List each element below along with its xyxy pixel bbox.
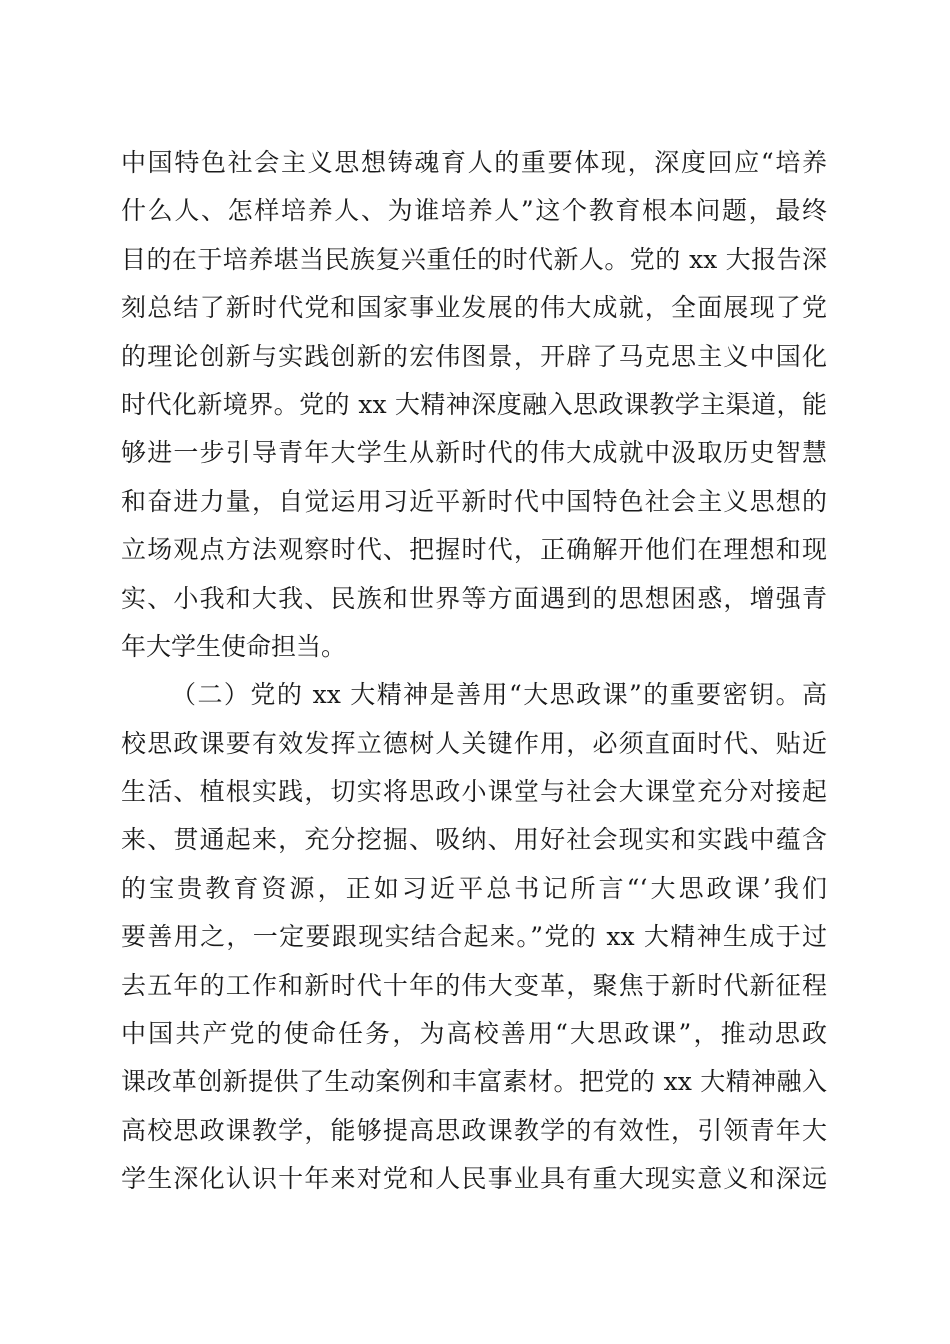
text-line: 年大学生使命担当。 <box>121 631 347 661</box>
text-line: 的理论创新与实践创新的宏伟图景，开辟了马克思主义中国化 <box>121 341 827 371</box>
text-line: 实、小我和大我、民族和世界等方面遇到的思想困惑，增强青 <box>121 583 827 613</box>
paragraph-1 <box>121 139 827 671</box>
text-line: 中国共产党的使命任务，为高校善用“大思政课”，推动思政 <box>121 1019 827 1049</box>
text-line: 去五年的工作和新时代十年的伟大变革，聚焦于新时代新征程 <box>121 970 827 1000</box>
text-line: 够进一步引导青年大学生从新时代的伟大成就中汲取历史智慧 <box>121 438 827 468</box>
text-line: 来、贯通起来，充分挖掘、吸纳、用好社会现实和实践中蕴含 <box>121 825 827 855</box>
text-line: 什么人、怎样培养人、为谁培养人”这个教育根本问题，最终 <box>121 196 827 226</box>
text-line: 中国特色社会主义思想铸魂育人的重要体现，深度回应“培养 <box>121 148 827 177</box>
text-line: 校思政课要有效发挥立德树人关键作用，必须直面时代、贴近 <box>121 728 827 758</box>
text-line: 的宝贵教育资源，正如习近平总书记所言“‘大思政课’我们 <box>121 873 827 903</box>
text-line: 要善用之，一定要跟现实结合起来。”党的 xx 大精神生成于过 <box>121 922 827 952</box>
text-line: 目的在于培养堪当民族复兴重任的时代新人。党的 xx 大报告深 <box>121 244 827 274</box>
text-line: 生活、植根实践，切实将思政小课堂与社会大课堂充分对接起 <box>121 777 827 807</box>
section-heading-line: （二）党的 xx 大精神是善用“大思政课”的重要密钥。高 <box>171 680 827 710</box>
text-line: 课改革创新提供了生动案例和丰富素材。把党的 xx 大精神融入 <box>121 1067 827 1097</box>
text-line: 学生深化认识十年来对党和人民事业具有重大现实意义和深远 <box>121 1164 827 1194</box>
text-line: 刻总结了新时代党和国家事业发展的伟大成就，全面展现了党 <box>121 293 827 323</box>
text-line: 和奋进力量，自觉运用习近平新时代中国特色社会主义思想的 <box>121 486 827 516</box>
body-text <box>121 139 827 1204</box>
text-line: 立场观点方法观察时代、把握时代，正确解开他们在理想和现 <box>121 535 827 565</box>
text-line: 时代化新境界。党的 xx 大精神深度融入思政课教学主渠道，能 <box>121 389 827 419</box>
paragraph-2 <box>121 671 827 1203</box>
text-line: 高校思政课教学，能够提高思政课教学的有效性，引领青年大 <box>121 1115 827 1145</box>
